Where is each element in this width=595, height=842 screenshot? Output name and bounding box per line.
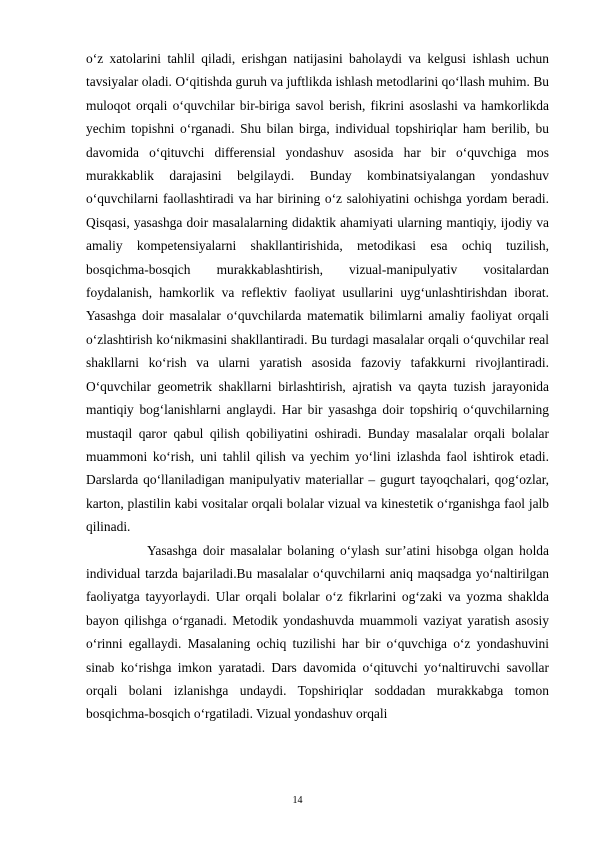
- body-text: [86, 47, 549, 726]
- page-number: 14: [292, 795, 303, 806]
- paragraph-2: Yasashga doir masalalar bolaning o‘ylash sur’atini hisobga olgan holda individual tarzda bajariladi.Bu masalalar o‘quvchilarni aniq maqsadga yo‘naltirilgan faoliyatga tayyorlaydi. Ular orqali bolalar o‘z fikrlarini og‘zaki va yozma shaklda bayon qilishga o‘rganadi. Metodik yondashuvda muammoli vaziyat yaratish asosiy o‘rinni egallaydi. Masalaning ochiq tuzilishi har bir o‘quvchiga o‘z yondashuvini sinab ko‘rishga imkon yaratadi. Dars davomida o‘qituvchi yo‘naltiruvchi savollar orqali bolani izlanishga undaydi. Topshiriqlar soddadan murakkabga tomon bosqichma-bosqich o‘rgatiladi. Vizual yondashuv orqali: [86, 542, 549, 722]
- paragraph-1: o‘z xatolarini tahlil qiladi, erishgan natijasini baholaydi va kelgusi ishlash uchun tavsiyalar oladi. O‘qitishda guruh va juftlikda ishlash metodlarini qo‘llash muhim. Bu muloqot orqali o‘quvchilar bir-biriga savol berish, fikrini asoslashi va hamkorlikda yechim topishni o‘rganadi. Shu bilan birga, individual topshiriqlar ham berilib, bu davomida o‘qituvchi differensial yondashuv asosida har bir o‘quvchiga mos murakkablik darajasini belgilaydi. Bunday kombinatsiyalangan yondashuv o‘quvchilarni faollashtiradi va har birining o‘z salohiyatini ochishga yordam beradi. Qisqasi, yasashga doir masalalarning didaktik ahamiyati ularning mantiqiy, ijodiy va amaliy kompetensiyalarni shakllantirishida, metodikasi esa ochiq tuzilish, bosqichma-bosqich murakkablashtirish, vizual-manipulyativ vositalardan foydalanish, hamkorlik va reflektiv faoliyat usullarini uyg‘unlashtirishdan iborat. Yasashga doir masalalar o‘quvchilarda matematik bilimlarni amaliy faoliyat orqali o‘zlashtirish ko‘nikmasini shakllantiradi. Bu turdagi masalalar orqali o‘quvchilar real shakllarni ko‘rish va ularni yaratish asosida fazoviy tafakkurni rivojlantiradi. O‘quvchilar geometrik shakllarni birlashtirish, ajratish va qayta tuzish jarayonida mantiqiy bog‘lanishlarni anglaydi. Har bir yasashga doir topshiriq o‘quvchilarning mustaqil qaror qabul qilish qobiliyatini oshiradi. Bunday masalalar orqali bolalar muammoni ko‘rish, uni tahlil qilish va yechim yo‘lini izlashda faol ishtirok etadi. Darslarda qo‘llaniladigan manipulyativ materiallar – gugurt tayoqchalari, qog‘ozlar, karton, plastilin kabi vositalar orqali bolalar vizual va kinestetik o‘rganishga faol jalb qilinadi.: [86, 51, 549, 535]
